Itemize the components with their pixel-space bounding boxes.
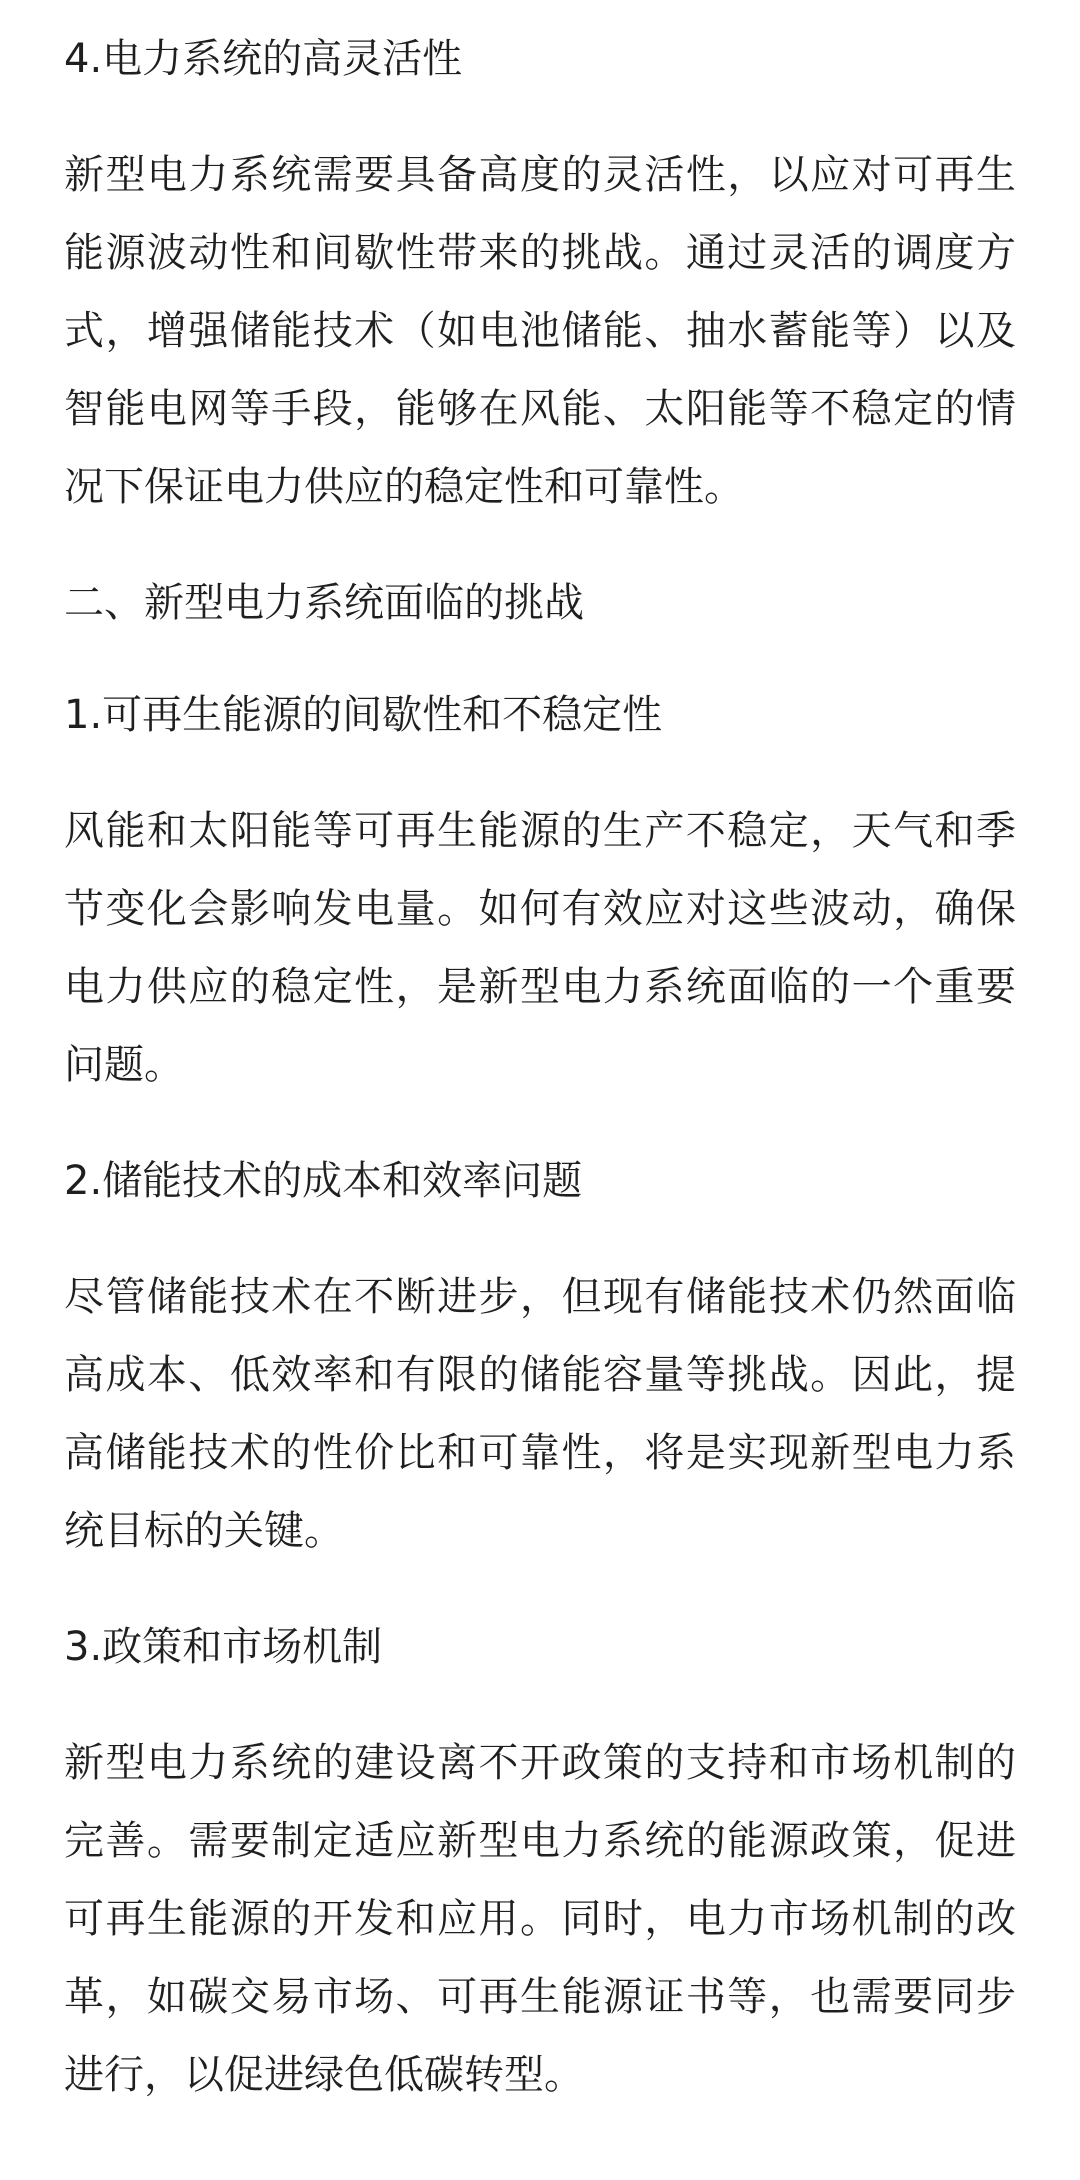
section-heading-challenges: 二、新型电力系统面临的挑战 — [64, 580, 584, 626]
section-heading-intermittency: 1.可再生能源的间歇性和不稳定性 — [64, 692, 663, 738]
section-heading-policy-market: 3.政策和市场机制 — [64, 1624, 383, 1670]
section-heading-storage-cost: 2.储能技术的成本和效率问题 — [64, 1158, 583, 1204]
paragraph-intermittency: 风能和太阳能等可再生能源的生产不稳定，天气和季节变化会影响发电量。如何有效应对这些波动，确保电力供应的稳定性，是新型电力系统面临的一个重要问题。 — [64, 808, 1016, 1088]
paragraph-policy-market: 新型电力系统的建设离不开政策的支持和市场机制的完善。需要制定适应新型电力系统的能源政策，促进可再生能源的开发和应用。同时，电力市场机制的改革，如碳交易市场、可再生能源证书等，也需要同步进行，以促进绿色低碳转型。 — [64, 1740, 1016, 2098]
section-heading-flexibility: 4.电力系统的高灵活性 — [64, 36, 463, 82]
paragraph-flexibility: 新型电力系统需要具备高度的灵活性，以应对可再生能源波动性和间歇性带来的挑战。通过灵活的调度方式，增强储能技术（如电池储能、抽水蓄能等）以及智能电网等手段，能够在风能、太阳能等不稳定的情况下保证电力供应的稳定性和可靠性。 — [64, 152, 1016, 510]
paragraph-storage-cost: 尽管储能技术在不断进步，但现有储能技术仍然面临高成本、低效率和有限的储能容量等挑战。因此，提高储能技术的性价比和可靠性，将是实现新型电力系统目标的关键。 — [64, 1274, 1016, 1554]
